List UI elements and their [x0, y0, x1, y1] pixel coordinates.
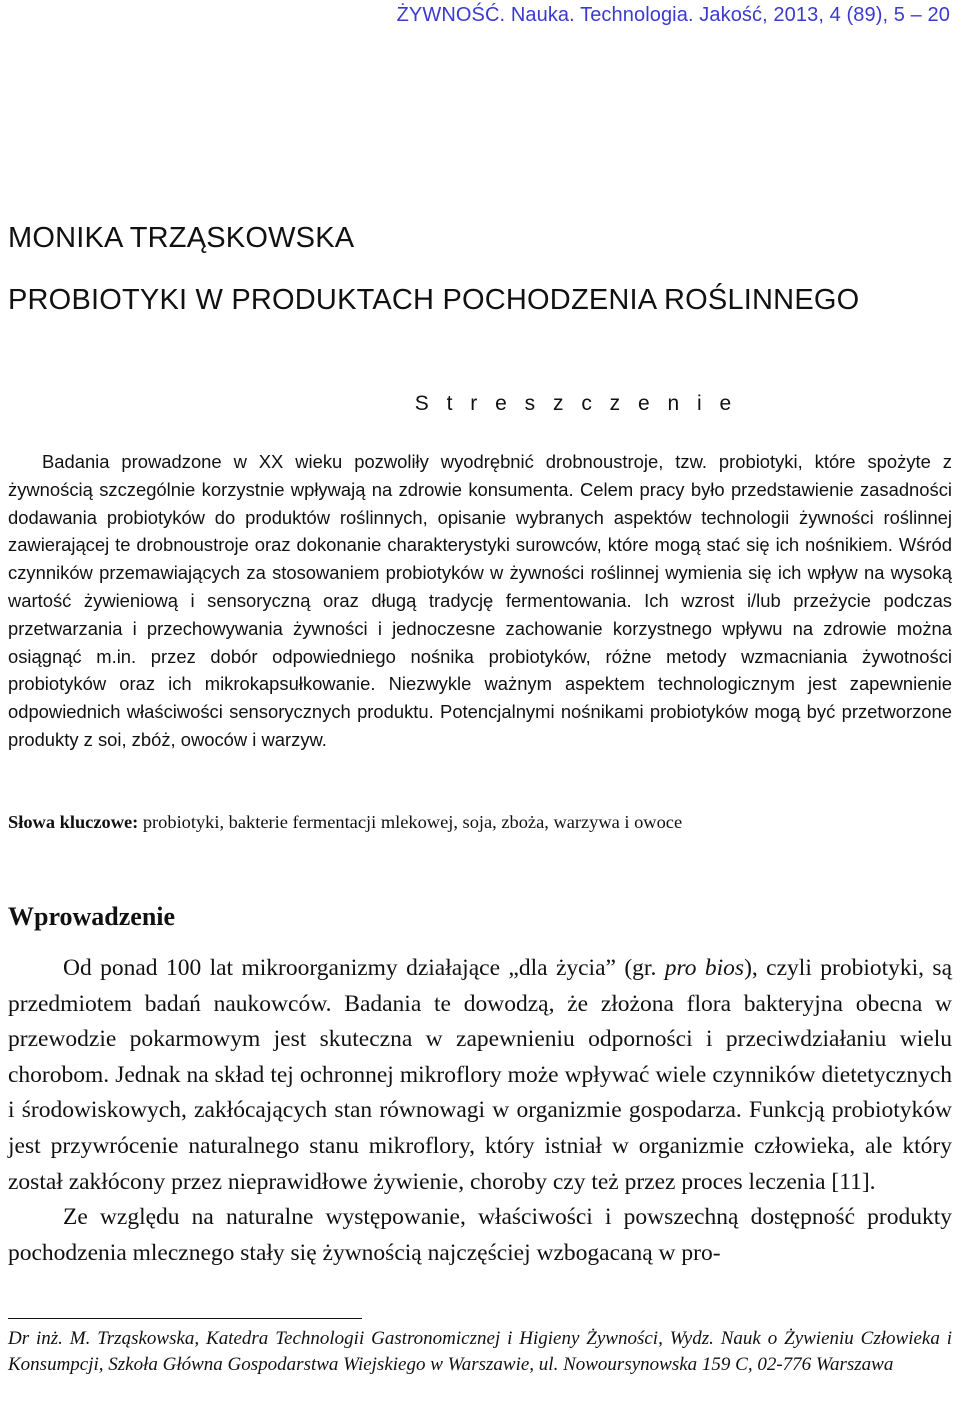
journal-header: ŻYWNOŚĆ. Nauka. Technologia. Jakość, 2013, 4 (89), 5 – 20 [396, 4, 950, 26]
intro-p1-italic: pro bios [664, 955, 745, 981]
author-name: MONIKA TRZĄSKOWSKA [8, 222, 355, 254]
intro-p1-end: ), czyli probiotyki, są przedmiotem badań naukowców. Badania te dowodzą, że złożona flora bakteryjna obecna w przewodzie pokarmowym jest skuteczna w zapewnieniu odporności i przeciwdziałaniu wielu chorobom. Jednak na skład tej ochronnej mikroflory może wpływać wiele czynników dietetycznych i środowiskowych, zakłócających stan równowagi w organizmie gospodarza. Funkcją probiotyków jest przywrócenie naturalnego stanu mikroflory, który istniał w organizmie człowieka, ale który został zakłócony przez nieprawidłowe żywienie, choroby czy też przez proces leczenia [11]. [8, 955, 953, 1195]
section-heading: Wprowadzenie [8, 902, 176, 931]
author-affiliation-footnote: Dr inż. M. Trząskowska, Katedra Technologii Gastronomicznej i Higieny Żywności, Wydz. Nauk o Żywieniu Człowieka i Konsumpcji, Szkoła Główna Gospodarstwa Wiejskiego w Warszawie, ul. Nowoursynowska 159 C, 02-776 Warszawa [8, 1328, 952, 1375]
intro-paragraph-2: Ze względu na naturalne występowanie, właściwości i powszechną dostępność produkty pochodzenia mlecznego stały się żywnością najczęściej wzbogacaną w pro- [8, 1204, 952, 1266]
keywords-label: Słowa kluczowe: [8, 812, 139, 832]
intro-p1-start: Od ponad 100 lat mikroorganizmy działające „dla życia” (gr. [63, 955, 665, 981]
keywords-text: probiotyki, bakterie fermentacji mlekowej, soja, zboża, warzywa i owoce [138, 812, 683, 832]
intro-paragraph-1 [8, 951, 952, 1200]
keywords [8, 812, 952, 833]
abstract-heading: S t r e s z c z e n i e [414, 392, 738, 415]
article-title: PROBIOTYKI W PRODUKTACH POCHODZENIA ROŚLINNEGO [8, 284, 860, 316]
abstract-text: Badania prowadzone w XX wieku pozwoliły wyodrębnić drobnoustroje, tzw. probiotyki, które spożyte z żywnością szczególnie korzystnie wpływają na zdrowie konsumenta. Celem pracy było przedstawienie zasadności dodawania probiotyków do produktów roślinnych, opisanie wybranych aspektów technologii żywności roślinnej zawierającej te drobnoustroje oraz dokonanie charakterystyki surowców, które mogą stać się ich nośnikiem. Wśród czynników przemawiających za stosowaniem probiotyków w żywności roślinnej wymienia się ich wpływ na wysoką wartość żywieniową i sensoryczną oraz długą tradycję fermentowania. Ich wzrost i/lub przeżycie podczas przetwarzania i przechowywania żywności i jednoczesne zachowanie korzystnego wpływu na zdrowie można osiągnąć m.in. przez dobór odpowiedniego nośnika probiotyków, różne metody wzmacniania żywotności probiotyków oraz ich mikrokapsułkowanie. Niezwykle ważnym aspektem technologicznym jest zapewnienie odpowiednich właściwości sensorycznych produktu. Potencjalnymi nośnikami probiotyków mogą być przetworzone produkty z soi, zbóż, owoców i warzyw. [8, 451, 952, 750]
footnote-rule [8, 1318, 362, 1319]
intro-body [8, 951, 952, 1271]
